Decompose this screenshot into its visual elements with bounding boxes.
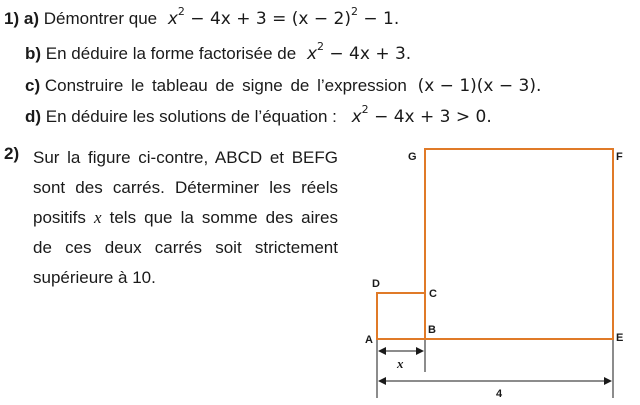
label-a: A bbox=[365, 334, 373, 346]
q2-line-3: positifs x tels que la somme des aires bbox=[33, 208, 338, 227]
q2-line-4: de ces deux carrés soit strictement bbox=[33, 238, 338, 257]
q2-line-5: supérieure à 10. bbox=[33, 268, 156, 287]
q1-a-letter: a) bbox=[23, 9, 39, 28]
q1-number: 1) bbox=[4, 9, 20, 28]
label-d: D bbox=[372, 278, 380, 290]
q2-number: 2) bbox=[4, 144, 20, 163]
q1-d-letter: d) bbox=[25, 107, 42, 126]
q1-c-letter: c) bbox=[25, 76, 41, 95]
square-abcd bbox=[377, 293, 425, 339]
label-e: E bbox=[616, 332, 624, 344]
label-c: C bbox=[429, 288, 437, 300]
q1-b-formula: $x^2 - 4x + 3$. bbox=[306, 40, 412, 64]
q2-line-2: sont des carrés. Déterminer les réels bbox=[33, 178, 338, 197]
q2-line-1: Sur la figure ci-contre, ABCD et BEFG bbox=[33, 148, 338, 167]
q1-d-formula: $x^2 - 4x + 3 > 0$. bbox=[351, 103, 492, 127]
q1-c-text: Construire le tableau de signe de l’expression bbox=[44, 76, 407, 95]
label-g: G bbox=[408, 151, 417, 163]
square-befg bbox=[425, 149, 613, 339]
label-b: B bbox=[428, 324, 436, 336]
q1-a-text: Démontrer que bbox=[43, 9, 158, 28]
q1-c-formula: (x − 1)(x − 3). bbox=[417, 76, 542, 96]
q1-b-text: En déduire la forme factorisée de bbox=[45, 44, 297, 63]
label-x: x bbox=[397, 356, 404, 371]
label-4: 4 bbox=[496, 388, 503, 400]
q1-a-formula: $x^2 - 4x + 3 = (x - 2)^2 - 1$. bbox=[167, 5, 400, 29]
q1-b-letter: b) bbox=[25, 44, 42, 63]
q1-d-text: En déduire les solutions de l’équation : bbox=[45, 107, 337, 126]
label-f: F bbox=[616, 151, 623, 163]
